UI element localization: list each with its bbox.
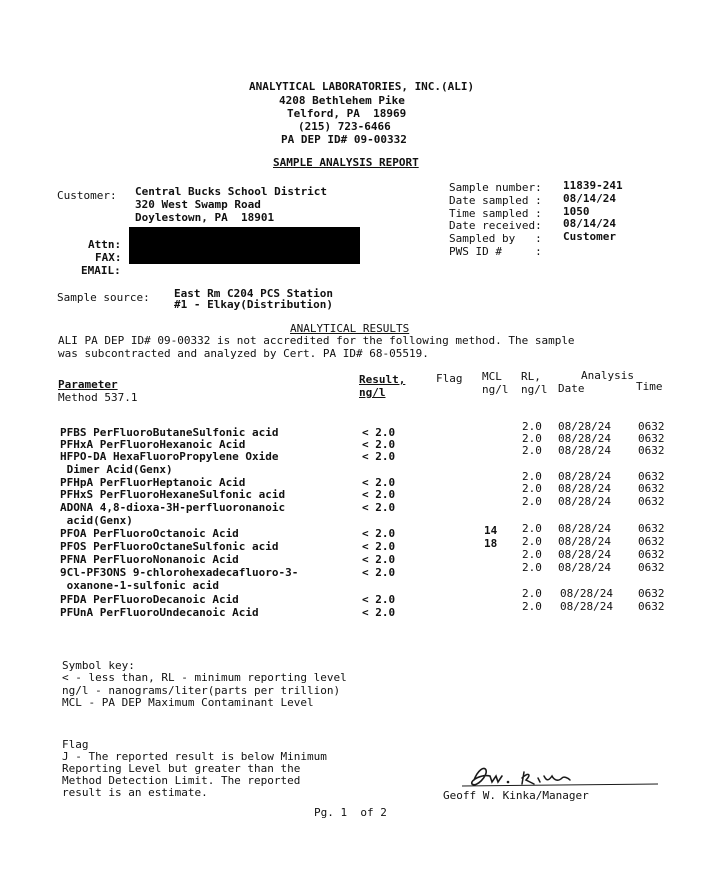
param-name: 9Cl-PF3ONS 9-chlorohexadecafluoro-3- (60, 566, 299, 579)
rl-value: 2.0 (522, 587, 542, 600)
customer-city: Doylestown, PA 18901 (135, 211, 275, 224)
analysis-date: 08/28/24 (558, 522, 611, 535)
results-heading: ANALYTICAL RESULTS (290, 322, 410, 335)
param-name: PFUnA PerFluoroUndecanoic Acid (60, 606, 259, 619)
header-method: Method 537.1 (58, 391, 138, 404)
symbol-key-title: Symbol key: (62, 659, 135, 672)
analysis-date: 08/28/24 (558, 482, 611, 495)
time-sampled: 1050 (563, 205, 590, 218)
flag-key-line1: J - The reported result is below Minimum (62, 750, 327, 763)
analysis-time: 0632 (638, 535, 665, 548)
analysis-time: 0632 (638, 470, 665, 483)
analysis-time: 0632 (638, 600, 665, 613)
rl-value: 2.0 (522, 600, 542, 613)
fax-label: FAX: (95, 251, 122, 264)
page-number: Pg. 1 of 2 (314, 806, 387, 819)
analysis-time: 0632 (638, 444, 665, 457)
date-sampled: 08/14/24 (563, 192, 616, 205)
header-result-unit: ng/l (359, 386, 386, 399)
param-name: ADONA 4,8-dioxa-3H-perfluoronanoic (60, 501, 286, 514)
result-value: < 2.0 (362, 501, 396, 514)
accreditation-note-2: was subcontracted and analyzed by Cert. PA ID# 68-05519. (58, 347, 429, 360)
header-date: Date (558, 382, 585, 395)
customer-name: Central Bucks School District (135, 185, 328, 198)
sample-source-line2: #1 - Elkay(Distribution) (174, 298, 333, 311)
rl-value: 2.0 (522, 535, 542, 548)
param-name: acid(Genx) (60, 514, 133, 527)
sample-number: 11839-241 (563, 179, 623, 192)
analysis-date: 08/28/24 (560, 587, 613, 600)
result-value: < 2.0 (362, 540, 396, 553)
table-row (0, 600, 715, 619)
customer-label: Customer: (57, 189, 117, 202)
symbol-key-line1: < - less than, RL - minimum reporting level (62, 671, 347, 684)
analysis-date: 08/28/24 (558, 495, 611, 508)
param-name: PFOS PerFluoroOctaneSulfonic acid (60, 540, 279, 553)
flag-key-line2: Reporting Level but greater than the (62, 762, 301, 775)
param-name: PFNA PerFluoroNonanoic Acid (60, 553, 239, 566)
customer-street: 320 West Swamp Road (135, 198, 261, 211)
sampled-by-label: Sampled by : (449, 232, 542, 245)
rl-value: 2.0 (522, 420, 542, 433)
date-received-label: Date received: (449, 219, 542, 232)
result-value: < 2.0 (362, 488, 396, 501)
analysis-date: 08/28/24 (560, 600, 613, 613)
rl-value: 2.0 (522, 561, 542, 574)
analysis-time: 0632 (638, 522, 665, 535)
flag-key-line4: result is an estimate. (62, 786, 208, 799)
lab-name: ANALYTICAL LABORATORIES, INC.(ALI) (249, 80, 475, 93)
lab-phone: (215) 723-6466 (298, 120, 391, 133)
rl-value: 2.0 (522, 444, 542, 457)
header-flag: Flag (436, 372, 463, 385)
mcl-value: 14 (484, 524, 498, 537)
date-sampled-label: Date sampled : (449, 194, 542, 207)
analysis-time: 0632 (638, 420, 665, 433)
analysis-time: 0632 (638, 561, 665, 574)
sample-source-line1: East Rm C204 PCS Station (174, 287, 333, 300)
rl-value: 2.0 (522, 432, 542, 445)
symbol-key-line2: ng/l - nanograms/liter(parts per trillion) (62, 684, 341, 697)
flag-key-line3: Method Detection Limit. The reported (62, 774, 301, 787)
email-label: EMAIL: (81, 264, 121, 277)
param-name: Dimer Acid(Genx) (60, 463, 173, 476)
date-received: 08/14/24 (563, 217, 616, 230)
result-value: < 2.0 (362, 450, 396, 463)
signature-icon (462, 758, 662, 792)
param-name: oxanone-1-sulfonic acid (60, 579, 219, 592)
flag-key-title: Flag (62, 738, 89, 751)
result-value: < 2.0 (362, 606, 396, 619)
rl-value: 2.0 (522, 495, 542, 508)
param-name: PFHpA PerFluorHeptanoic Acid (60, 476, 246, 489)
lab-address-city: Telford, PA 18969 (287, 107, 407, 120)
analysis-date: 08/28/24 (558, 470, 611, 483)
param-name: PFDA PerFluoroDecanoic Acid (60, 593, 239, 606)
attn-label: Attn: (88, 238, 122, 251)
result-value: < 2.0 (362, 527, 396, 540)
lab-dep-id: PA DEP ID# 09-00332 (281, 133, 407, 146)
header-rl-unit: ng/l (521, 383, 548, 396)
result-value: < 2.0 (362, 553, 396, 566)
analysis-date: 08/28/24 (558, 432, 611, 445)
analysis-time: 0632 (638, 548, 665, 561)
mcl-value: 18 (484, 537, 498, 550)
pws-id-label: PWS ID # : (449, 245, 542, 258)
param-name: PFHxS PerFluoroHexaneSulfonic acid (60, 488, 286, 501)
param-name: PFBS PerFluoroButaneSulfonic acid (60, 426, 279, 439)
param-name: PFHxA PerFluoroHexanoic Acid (60, 438, 246, 451)
result-value: < 2.0 (362, 476, 396, 489)
symbol-key-line3: MCL - PA DEP Maximum Contaminant Level (62, 696, 314, 709)
header-time: Time (636, 380, 663, 393)
rl-value: 2.0 (522, 470, 542, 483)
accreditation-note-1: ALI PA DEP ID# 09-00332 is not accredited for the following method. The sample (58, 334, 575, 347)
param-name: PFOA PerFluoroOctanoic Acid (60, 527, 239, 540)
analysis-date: 08/28/24 (558, 444, 611, 457)
lab-address-street: 4208 Bethlehem Pike (279, 94, 405, 107)
analysis-time: 0632 (638, 495, 665, 508)
result-value: < 2.0 (362, 593, 396, 606)
header-mcl: MCL (482, 370, 502, 383)
analysis-date: 08/28/24 (558, 548, 611, 561)
header-analysis: Analysis (581, 369, 634, 382)
header-parameter: Parameter (58, 378, 118, 391)
rl-value: 2.0 (522, 548, 542, 561)
analysis-time: 0632 (638, 482, 665, 495)
sample-number-label: Sample number: (449, 181, 542, 194)
result-value: < 2.0 (362, 438, 396, 451)
report-title: SAMPLE ANALYSIS REPORT (273, 156, 419, 169)
table-row (0, 561, 715, 579)
result-value: < 2.0 (362, 426, 396, 439)
analysis-date: 08/28/24 (558, 535, 611, 548)
sample-source-label: Sample source: (57, 291, 150, 304)
sampled-by: Customer (563, 230, 616, 243)
analysis-date: 08/28/24 (558, 420, 611, 433)
result-value: < 2.0 (362, 566, 396, 579)
redaction-box (129, 227, 360, 264)
header-mcl-unit: ng/l (482, 383, 509, 396)
analysis-time: 0632 (638, 587, 665, 600)
header-result: Result, (359, 373, 406, 386)
time-sampled-label: Time sampled : (449, 207, 542, 220)
param-name: HFPO-DA HexaFluoroPropylene Oxide (60, 450, 279, 463)
signer-name: Geoff W. Kinka/Manager (443, 789, 589, 802)
rl-value: 2.0 (522, 482, 542, 495)
analysis-date: 08/28/24 (558, 561, 611, 574)
analysis-time: 0632 (638, 432, 665, 445)
table-row (0, 495, 715, 514)
rl-value: 2.0 (522, 522, 542, 535)
header-rl: RL, (521, 370, 541, 383)
